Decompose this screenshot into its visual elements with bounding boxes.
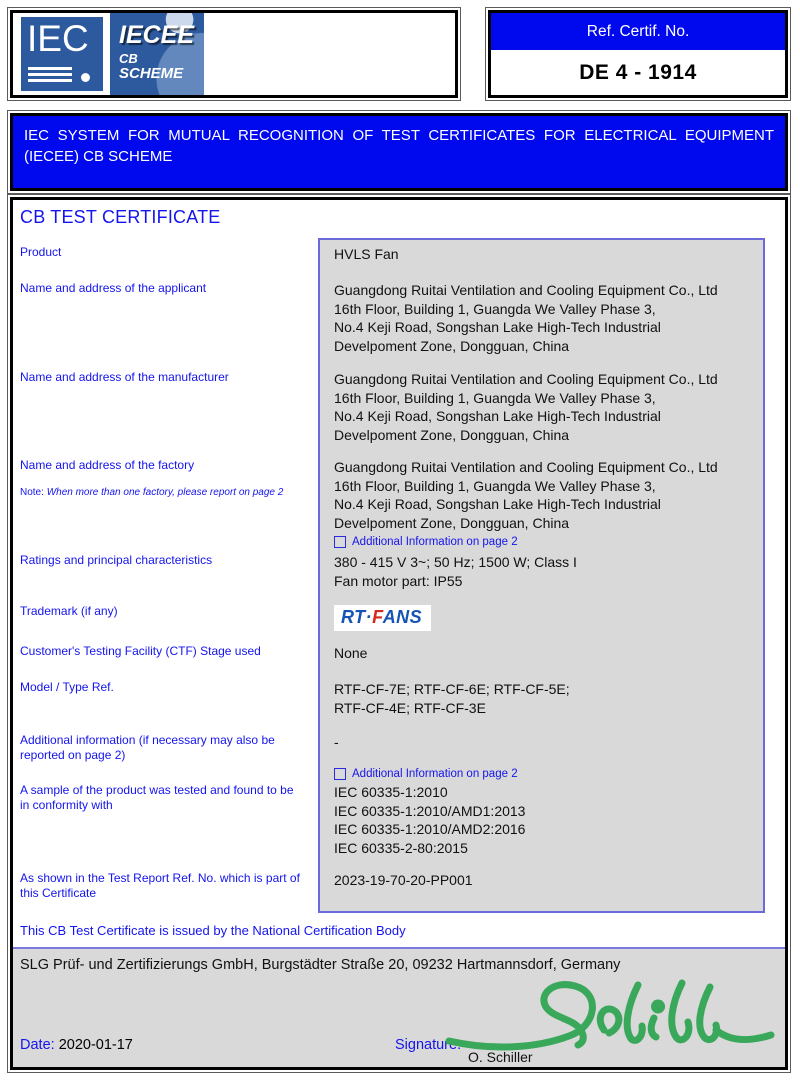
iec-logo-text: IEC xyxy=(27,18,89,59)
ref-certif-panel xyxy=(488,10,788,98)
iec-logo-lines xyxy=(28,64,72,82)
banner-line2: (IECEE) CB SCHEME xyxy=(24,148,173,165)
signature-label: Signature: xyxy=(395,1037,462,1053)
trademark-text-ans: ANS xyxy=(382,607,423,627)
factory-value xyxy=(318,451,785,546)
row-factory xyxy=(13,451,785,546)
row-manufacturer xyxy=(13,363,785,451)
issued-by-statement: This CB Test Certificate is issued by the National Certification Body xyxy=(20,923,406,938)
row-test-report xyxy=(13,864,785,913)
row-product xyxy=(13,238,785,274)
iecee-logo-text: IECEE xyxy=(119,21,195,49)
additional-info-value xyxy=(318,726,785,780)
factory-label xyxy=(13,451,318,546)
ratings-label: Ratings and principal characteristics xyxy=(20,553,213,567)
row-additional-info xyxy=(13,726,785,780)
banner-line1: IEC SYSTEM FOR MUTUAL RECOGNITION OF TEST CERTIFICATES FOR ELECTRICAL EQUIPMENT xyxy=(24,127,774,144)
standard-line: IEC 60335-1:2010/AMD1:2013 xyxy=(334,802,526,819)
manufacturer-value xyxy=(318,363,785,451)
cb-logo-text: CB xyxy=(119,51,138,66)
applicant-line: Develpoment Zone, Dongguan, China xyxy=(334,337,570,354)
additional-info-dash: - xyxy=(334,734,339,750)
additional-info-text: Additional Information on page 2 xyxy=(352,536,518,548)
row-model xyxy=(13,673,785,726)
manufacturer-line: Guangdong Ruitai Ventilation and Cooling Equipment Co., Ltd xyxy=(334,371,718,387)
trademark-text-rt: RT· xyxy=(341,607,373,627)
ctf-label: Customer's Testing Facility (CTF) Stage used xyxy=(20,644,261,658)
manufacturer-label: Name and address of the manufacturer xyxy=(20,370,229,384)
iec-logo xyxy=(21,17,103,91)
date-value: 2020-01-17 xyxy=(54,1037,133,1053)
model-line: RTF-CF-4E; RTF-CF-3E xyxy=(334,699,486,716)
trademark-value xyxy=(318,597,785,637)
row-applicant xyxy=(13,274,785,363)
factory-line: Develpoment Zone, Dongguan, China xyxy=(334,514,570,531)
additional-info-label: Additional information (if necessary may also be reported on page 2) xyxy=(20,733,275,762)
ref-certif-label: Ref. Certif. No. xyxy=(491,13,785,50)
applicant-value xyxy=(318,274,785,363)
ctf-value: None xyxy=(334,645,368,661)
row-ctf xyxy=(13,637,785,673)
model-value xyxy=(318,673,785,726)
test-report-label: As shown in the Test Report Ref. No. which is part of this Certificate xyxy=(20,871,300,900)
manufacturer-line: Develpoment Zone, Dongguan, China xyxy=(334,426,570,443)
certification-body-section xyxy=(13,947,785,1067)
date-label: Date: xyxy=(20,1037,55,1053)
model-line: RTF-CF-7E; RTF-CF-6E; RTF-CF-5E; xyxy=(334,681,570,697)
factory-line: No.4 Keji Road, Songshan Lake High-Tech Industrial xyxy=(334,496,661,512)
applicant-label: Name and address of the applicant xyxy=(20,281,207,295)
applicant-line: 16th Floor, Building 1, Guangda We Valley Phase 3, xyxy=(334,300,656,317)
certificate-form xyxy=(13,238,785,913)
model-label: Model / Type Ref. xyxy=(20,680,114,694)
factory-note-text: When more than one factory, please report on page 2 xyxy=(46,487,284,498)
ratings-line: Fan motor part: IP55 xyxy=(334,572,463,589)
iec-logo-dot xyxy=(81,73,90,82)
date-line xyxy=(20,1037,133,1053)
rt-fans-trademark-logo xyxy=(334,605,431,631)
certificate-number: DE 4 - 1914 xyxy=(579,60,697,84)
scheme-banner xyxy=(10,113,788,191)
page-title: CB TEST CERTIFICATE xyxy=(20,207,221,227)
trademark-label: Trademark (if any) xyxy=(20,604,118,618)
manufacturer-line: No.4 Keji Road, Songshan Lake High-Tech Industrial xyxy=(334,408,661,424)
row-conformity xyxy=(13,776,785,864)
iecee-cb-scheme-logo xyxy=(110,13,204,95)
product-label: Product xyxy=(20,245,62,259)
standard-line: IEC 60335-1:2010/AMD2:2016 xyxy=(334,821,526,837)
standard-line: IEC 60335-1:2010 xyxy=(334,784,448,800)
certification-body-address: SLG Prüf- und Zertifizierungs GmbH, Burgstädter Straße 20, 09232 Hartmannsdorf, Germany xyxy=(20,957,621,973)
scheme-logo-text: SCHEME xyxy=(119,65,184,82)
factory-line: Guangdong Ruitai Ventilation and Cooling Equipment Co., Ltd xyxy=(334,459,718,475)
standard-line: IEC 60335-2-80:2015 xyxy=(334,839,468,856)
conformity-label: A sample of the product was tested and found to be in conformity with xyxy=(20,783,294,812)
signatory-name: O. Schiller xyxy=(468,1049,533,1065)
test-report-value: 2023-19-70-20-PP001 xyxy=(334,872,473,888)
logo-panel xyxy=(10,10,458,98)
additional-info-text: Additional Information on page 2 xyxy=(352,767,518,780)
ratings-line: 380 - 415 V 3~; 50 Hz; 1500 W; Class I xyxy=(334,554,577,570)
certificate-body xyxy=(10,197,788,1070)
factory-note-prefix: Note: xyxy=(20,487,47,498)
factory-note xyxy=(20,487,306,499)
applicant-line: Guangdong Ruitai Ventilation and Cooling Equipment Co., Ltd xyxy=(334,282,718,298)
manufacturer-line: 16th Floor, Building 1, Guangda We Valley Phase 3, xyxy=(334,389,656,406)
row-ratings xyxy=(13,546,785,597)
conformity-value xyxy=(318,776,785,864)
signature-stroke xyxy=(449,983,771,1047)
applicant-line: No.4 Keji Road, Songshan Lake High-Tech Industrial xyxy=(334,319,661,335)
product-value: HVLS Fan xyxy=(334,246,399,262)
ratings-value xyxy=(318,546,785,597)
factory-label-text: Name and address of the factory xyxy=(20,458,195,472)
factory-line: 16th Floor, Building 1, Guangda We Valley Phase 3, xyxy=(334,477,656,494)
trademark-text-f: F xyxy=(372,607,383,627)
row-trademark xyxy=(13,597,785,637)
